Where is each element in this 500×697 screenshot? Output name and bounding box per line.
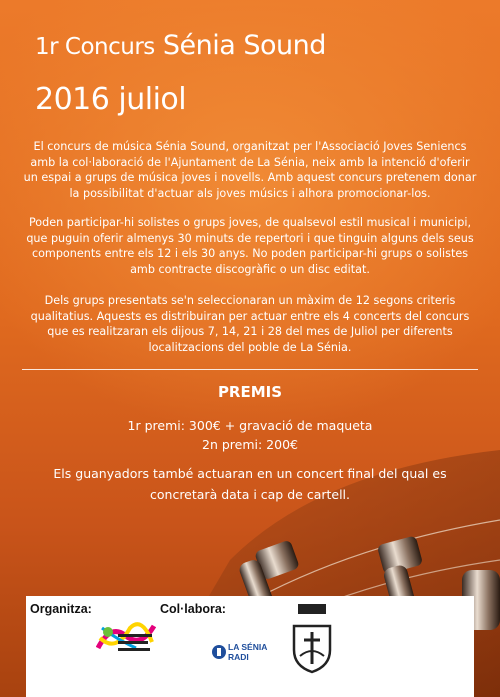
first-prize: 1r premi: 300€ + gravació de maqueta (127, 418, 373, 433)
poster-title (35, 30, 326, 61)
participation-paragraph: Poden participar-hi solistes o grups joves, de qualsevol estil musical i municipi, que puguin oferir almenys 30 minuts de repertori i que tinguin alguns dels seus components entre els 12 i els 30 anys. No poden participar-hi grups o solistes amb contracte discogràfic o un disc editat. (26, 216, 474, 276)
section-divider (22, 369, 478, 370)
radio-name: LA SÉNIA (228, 642, 268, 652)
organitza-label: Organitza: (30, 602, 92, 616)
coat-of-arms-logo (286, 604, 338, 676)
la-senia-radio-logo (210, 638, 270, 666)
intro-paragraph: El concurs de música Sénia Sound, organitzat per l'Associació Joves Seniencs amb la col·laboració de l'Ajuntament de La Sénia, neix amb la intenció d'oferir un espai a grups de música joves i novells. Amb aquest concurs pretenem donar la possibilitat d'actuar als joves músics i alhora promocionar-los. (23, 140, 477, 200)
second-prize: 2n premi: 200€ (202, 437, 298, 452)
sponsors-footer (26, 596, 474, 697)
title-name: Sénia Sound (162, 30, 326, 61)
prizes-heading: PREMIS (217, 383, 283, 401)
final-concert-note: Els guanyadors també actuaran en un concert final del qual es concretarà data i cap de cartell. (53, 466, 447, 502)
title-prefix: 1r Concurs (35, 34, 155, 60)
organizer-logo (96, 618, 156, 658)
selection-paragraph: Dels grups presentats se'n seleccionaran un màxim de 12 segons criteris qualitatius. Aquests es distribuiran per actuar entre els 4 concerts del concurs que es realitzaran els dijous 7, 14, 21 i 28 del mes de Juliol per diferents localitzacions del poble de La Sénia. (30, 294, 470, 354)
col-labora-label: Col·labora: (160, 602, 226, 616)
radio-suffix: RADI (228, 652, 249, 662)
poster-date: 2016 juliol (35, 82, 187, 117)
